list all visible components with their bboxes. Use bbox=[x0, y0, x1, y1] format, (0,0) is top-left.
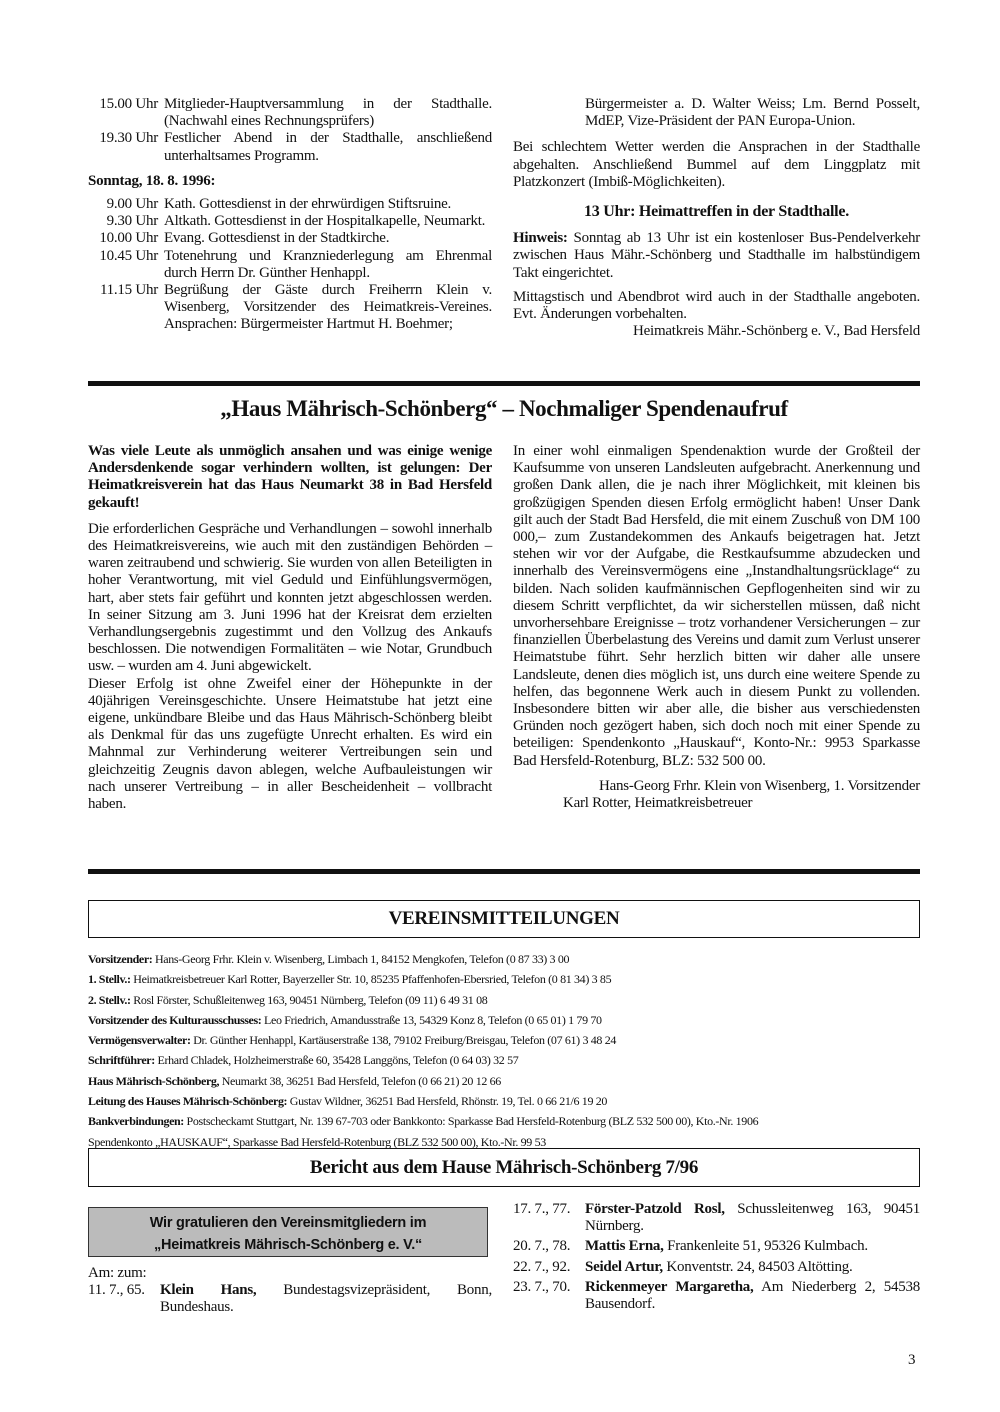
contact-label: Vorsitzender des Kulturausschusses: bbox=[88, 1012, 262, 1027]
birthday-right bbox=[513, 1201, 920, 1316]
birthday-entry bbox=[513, 1238, 920, 1255]
schedule-row bbox=[88, 248, 492, 282]
contact-label: 1. Stellv.: bbox=[88, 972, 131, 987]
meeting-heading: 13 Uhr: Heimattreffen in der Stadthalle. bbox=[584, 203, 849, 221]
schedule-row bbox=[88, 130, 492, 164]
vereinsmitteilungen-title: VEREINSMITTEILUNGEN bbox=[388, 908, 620, 929]
program-left-column bbox=[88, 96, 492, 334]
schedule-text: Evang. Gottesdienst in der Stadtkirche. bbox=[164, 230, 390, 247]
birthday-date: 22. 7., 92. bbox=[513, 1258, 571, 1275]
member-name: Klein Hans, bbox=[160, 1282, 257, 1299]
contact-entry bbox=[88, 990, 928, 1010]
schedule-time: 10.00 Uhr bbox=[99, 230, 158, 247]
vereinsmitteilungen-box bbox=[88, 900, 920, 938]
schedule-text: Altkath. Gottesdienst in der Hospitalkapelle, Neumarkt. bbox=[164, 213, 486, 230]
schedule-text: Totenehrung und Kranzniederlegung am Ehrenmal durch Herrn Dr. Günther Henhappl. bbox=[164, 247, 492, 281]
member-name: Förster-Patzold Rosl, bbox=[585, 1201, 725, 1217]
contact-text: Gustav Wildner, 36251 Bad Hersfeld, Rhönstr. 19, Tel. 0 66 21/6 19 20 bbox=[287, 1094, 608, 1109]
schedule-text: Begrüßung der Gäste durch Freiherrn Klein v. Wisenberg, Vorsitzender des Heimatkreis-Vereines. Ansprachen: Bürgermeister Hartmut H. Boehmer; bbox=[164, 282, 492, 333]
divider-rule bbox=[88, 869, 920, 874]
member-address: Bundestagsvizepräsident, Bonn, Bundeshaus. bbox=[160, 1282, 492, 1316]
hint-note bbox=[513, 230, 920, 282]
birthday-left bbox=[88, 1265, 492, 1320]
schedule-row bbox=[88, 96, 492, 130]
contact-text: Hans-Georg Frhr. Klein v. Wisenberg, Limbach 1, 84152 Mengkofen, Telefon (0 87 33) 3 00 bbox=[152, 952, 570, 966]
member-name: Mattis Erna, bbox=[585, 1238, 664, 1255]
contact-text: Postscheckamt Stuttgart, Nr. 139 67-703 oder Bankkonto: Sparkasse Bad Hersfeld-Rotenburg (BLZ 532 500 00), Kto.-Nr. 1906 bbox=[183, 1114, 759, 1129]
appeal-paragraph-2: Dieser Erfolg ist ohne Zweifel einer der Höhepunkte in der 40jährigen Vereinsgeschichte. Unsere Heimatstube hat jetzt eine eigene, unkündbare Bleibe und das Haus Mährisch-Schönberg bleibt als Denkmal für das uns zugefügte Unrecht erhalten. Es wird ein Mahnmal zur Verhinderung weiterer Vertreibungen sein und gleichzeitig Zeugnis davon ablegen, welche Aufbauleistungen wir nach unserer Vertreibung – in aller Bescheidenheit – vollbracht haben. bbox=[88, 675, 492, 813]
program-right-column bbox=[513, 96, 920, 340]
schedule-text: Kath. Gottesdienst in der ehrwürdigen Stiftsruine. bbox=[164, 196, 452, 213]
speakers-continued: Bürgermeister a. D. Walter Weiss; Lm. Bernd Posselt, MdEP, Vize-Präsident der PAN Europa-Union. bbox=[585, 96, 920, 130]
appeal-title: „Haus Mährisch-Schönberg“ – Nochmaliger Spendenaufruf bbox=[220, 396, 788, 421]
contact-entry bbox=[88, 1091, 928, 1111]
contact-entry bbox=[88, 1010, 928, 1030]
member-name: Seidel Artur, bbox=[585, 1258, 663, 1275]
weather-note: Bei schlechtem Wetter werden die Ansprachen in der Stadthalle abgehalten. Anschließend Bummel auf dem Linggplatz mit Platzkonzert (Imbiß-Möglichkeiten). bbox=[513, 139, 920, 190]
birthday-date: 20. 7., 78. bbox=[513, 1238, 571, 1255]
appeal-lead: Was viele Leute als unmöglich ansahen und was einige wenige Andersdenkende sogar verhindern wollten, ist gelungen: Der Heimatkreisverein hat das Haus Neumarkt 38 in Bad Hersfeld gekauft! bbox=[88, 443, 492, 511]
appeal-paragraph-3: In einer wohl einmaligen Spendenaktion wurde der Großteil der Kaufsumme von unseren Landsleuten aufgebracht. Anerkennung und großen Dank allen, die je nach ihrer Möglichkeit, mit kleinen bis großzügigen Spenden diesen Erfolg ermöglicht haben! Unser Dank gilt auch der Stadt Bad Hersfeld, die mit einem Zuschuß von DM 100 000,– zum Zustandekommen des Ankaufs beigetragen hat. Jetzt stehen wir vor der Aufgabe, die Restkaufsumme abzudecken und innerhalb des Vereinsvermögens eine „Instandhaltungsrücklage“ zu bilden. Nach soliden kaufmännischen Gepflogenheiten sind wir zu diesem Schritt verpflichtet, da wir sicherstellen müssen, daß nicht unvorhersehbare Ereignisse – trotz vorhandener Versicherungen – zur finanziellen Überbelastung des Vereins und damit zum Verlust unserer Heimatstube führt. Sehr herzlich bitten wir daher alle unsere Landsleute, denen dies möglich ist, uns durch eine weitere Spende zu helfen, das begonnene Werk auch in diesem Punkt zu vollenden. Insbesondere bitten wir aber alle, die bisher aus verschiedensten Gründen noch gezögert haben, sich doch noch mit einer Spende zu beteiligen: Spendenkonto „Hauskauf“, Konto-Nr.: 9953 Sparkasse Bad Hersfeld-Rotenburg, BLZ: 532 500 00. bbox=[513, 443, 920, 769]
contact-text: Rosl Förster, Schußleitenweg 163, 90451 Nürnberg, Telefon (09 11) 6 49 31 08 bbox=[130, 992, 488, 1007]
congrats-line-2: „Heimatkreis Mährisch-Schönberg e. V.“ bbox=[154, 1237, 422, 1253]
contact-label: Schriftführer: bbox=[88, 1053, 155, 1068]
contact-text: Dr. Günther Henhappl, Kartäuserstraße 138, 79102 Freiburg/Breisgau, Telefon (07 61) 3 48 24 bbox=[190, 1033, 617, 1048]
schedule-text: Festlicher Abend in der Stadthalle, anschließend unterhaltsames Programm. bbox=[164, 130, 492, 164]
contact-text: Erhard Chladek, Holzheimerstraße 60, 35428 Langgöns, Telefon (0 64 03) 32 57 bbox=[154, 1053, 519, 1068]
contact-entry bbox=[88, 1111, 928, 1131]
contact-entry bbox=[88, 1030, 928, 1050]
birthday-entry bbox=[513, 1201, 920, 1235]
contact-label: Leitung des Hauses Mährisch-Schönberg: bbox=[88, 1094, 288, 1109]
appeal-signature-1: Hans-Georg Frhr. Klein von Wisenberg, 1. Vorsitzender bbox=[599, 777, 920, 794]
birthday-date: 17. 7., 77. bbox=[513, 1201, 571, 1217]
schedule-b bbox=[88, 196, 492, 334]
schedule-time: 9.00 Uhr bbox=[106, 196, 158, 213]
contact-list bbox=[88, 949, 928, 1152]
signature-heimatkreis: Heimatkreis Mähr.-Schönberg e. V., Bad Hersfeld bbox=[633, 323, 920, 340]
schedule-row bbox=[88, 230, 492, 247]
appeal-left-column bbox=[88, 443, 492, 813]
congrats-line-1: Wir gratulieren den Vereinsmitgliedern im bbox=[149, 1215, 427, 1231]
contact-text: Spendenkonto „HAUSKAUF“, Sparkasse Bad Hersfeld-Rotenburg (BLZ 532 500 00), Kto.-Nr. 99 53 bbox=[88, 1134, 546, 1149]
schedule-time: 10.45 Uhr bbox=[99, 247, 158, 264]
contact-label: Haus Mährisch-Schönberg, bbox=[88, 1073, 220, 1088]
contact-entry bbox=[88, 1050, 928, 1070]
divider-rule bbox=[88, 381, 920, 386]
schedule-a bbox=[88, 96, 492, 165]
report-box bbox=[88, 1148, 920, 1187]
schedule-time: 11.15 Uhr bbox=[99, 282, 158, 299]
contact-entry bbox=[88, 1071, 928, 1091]
birthday-entry bbox=[513, 1279, 920, 1313]
contact-label: Vermögensverwalter: bbox=[88, 1033, 191, 1048]
schedule-row bbox=[88, 282, 492, 334]
appeal-right-column bbox=[513, 443, 920, 812]
member-address: Am Niederberg 2, 54538 Bausendorf. bbox=[585, 1278, 920, 1313]
hint-label: Hinweis: bbox=[513, 230, 568, 247]
birthday-entry bbox=[88, 1282, 492, 1316]
member-address: Schussleitenweg 163, 90451 Nürnberg. bbox=[585, 1201, 920, 1235]
page-number: 3 bbox=[908, 1352, 916, 1368]
birthday-entry bbox=[513, 1259, 920, 1276]
report-title: Bericht aus dem Hause Mährisch-Schönberg 7/96 bbox=[309, 1157, 699, 1178]
schedule-row bbox=[88, 213, 492, 230]
contact-text: Leo Friedrich, Amandusstraße 13, 54329 Konz 8, Telefon (0 65 01) 1 79 70 bbox=[261, 1012, 602, 1027]
contact-text: Heimatkreisbetreuer Karl Rotter, Bayerzeller Str. 10, 85235 Pfaffenhofen-Ebersried, Telefon (0 81 34) 3 85 bbox=[130, 972, 612, 987]
am-zum-label: Am: zum: bbox=[88, 1265, 147, 1281]
contact-label: Bankverbindungen: bbox=[88, 1114, 184, 1129]
appeal-paragraph-1: Die erforderlichen Gespräche und Verhandlungen – sowohl innerhalb des Heimatkreisvereins, wie auch mit den zuständigen Behörden – waren zeitraubend und schwierig. Sie wurden von allen Beteiligten in hoher Verantwortung, mit viel Geduld und Einfühlungsvermögen, hart, aber stets fair geführt und konnten jetzt abgeschlossen werden. In seiner Sitzung am 3. Juni 1996 hat der Kreisrat dem erzielten Verhandlungsergebnis zugestimmt und den Vollzug des Ankaufs beschlossen. Die notwendigen Formalitäten – wie Notar, Grundbuch usw. – wurden am 4. Juni abgewickelt. bbox=[88, 520, 492, 675]
birthday-date: 11. 7., 65. bbox=[88, 1282, 145, 1299]
contact-label: Vorsitzender: bbox=[88, 952, 153, 966]
schedule-time: 19.30 Uhr bbox=[99, 130, 158, 147]
appeal-signature-2: Karl Rotter, Heimatkreisbetreuer bbox=[563, 795, 753, 812]
contact-entry bbox=[88, 969, 928, 989]
schedule-time: 15.00 Uhr bbox=[99, 96, 158, 112]
meal-note: Mittagstisch und Abendbrot wird auch in der Stadthalle angeboten. Evt. Änderungen vorbehalten. bbox=[513, 288, 920, 323]
member-name: Rickenmeyer Margaretha, bbox=[585, 1278, 754, 1295]
hint-text: Sonntag ab 13 Uhr ist ein kostenloser Bus-Pendelverkehr zwischen Haus Mähr.-Schönberg und Stadthalle im halbstündigem Takt eingerichtet. bbox=[513, 230, 920, 281]
schedule-text: Mitglieder-Hauptversammlung in der Stadthalle. (Nachwahl eines Rechnungsprüfers) bbox=[164, 96, 492, 130]
member-address: Konventstr. 24, 84503 Altötting. bbox=[662, 1258, 853, 1275]
contact-text: Neumarkt 38, 36251 Bad Hersfeld, Telefon (0 66 21) 20 12 66 bbox=[219, 1073, 501, 1088]
schedule-row bbox=[88, 196, 492, 213]
birthday-date: 23. 7., 70. bbox=[513, 1278, 571, 1295]
day-heading: Sonntag, 18. 8. 1996: bbox=[88, 172, 216, 189]
member-address: Frankenleite 51, 95326 Kulmbach. bbox=[663, 1238, 868, 1255]
contact-entry bbox=[88, 949, 928, 969]
schedule-time: 9.30 Uhr bbox=[106, 213, 158, 230]
congratulations-box bbox=[88, 1207, 488, 1257]
contact-label: 2. Stellv.: bbox=[88, 992, 131, 1007]
